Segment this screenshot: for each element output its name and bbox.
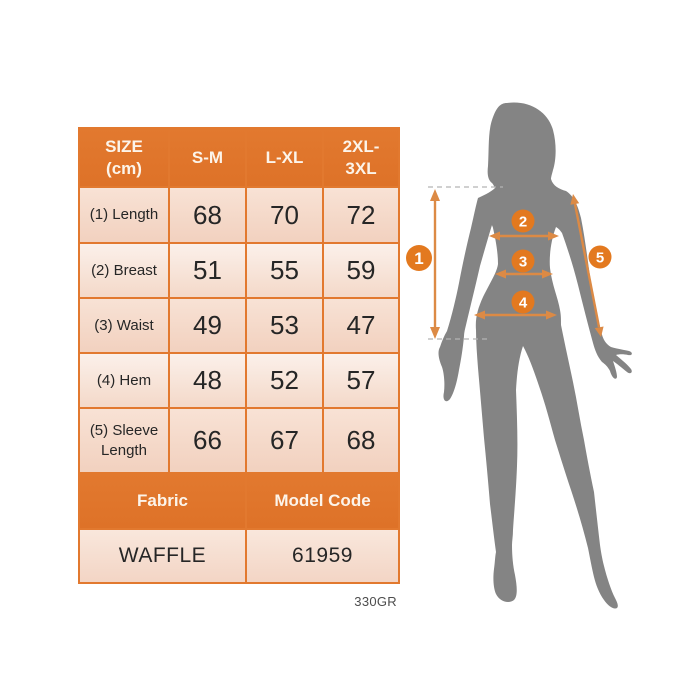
measurement-value: 52 — [247, 354, 322, 407]
size-table-header-sm — [170, 129, 245, 186]
measure-marker-3 — [512, 250, 535, 273]
measurement-value: 66 — [170, 409, 245, 472]
measurement-value: 70 — [247, 188, 322, 242]
header-label: S-M — [191, 147, 224, 167]
size-table-header-lxl — [247, 129, 322, 186]
measurement-value: 49 — [170, 299, 245, 352]
fabric-header: Fabric — [80, 474, 245, 528]
measure-marker-number: 3 — [518, 253, 528, 271]
header-label: L-XL — [265, 147, 304, 167]
measurement-value: 68 — [324, 409, 398, 472]
measurement-value: 68 — [170, 188, 245, 242]
measurement-value: 55 — [247, 244, 322, 297]
size-table-header-2xl3xl — [324, 129, 398, 186]
measurement-value: 47 — [324, 299, 398, 352]
measurement-label-breast: (2) Breast — [80, 244, 168, 297]
measurement-value: 57 — [324, 354, 398, 407]
measure-marker-number: 5 — [595, 249, 605, 267]
measure-marker-number: 4 — [518, 294, 528, 312]
weight-note: 330GR — [354, 594, 397, 609]
measurement-value: 53 — [247, 299, 322, 352]
model-code-value: 61959 — [247, 530, 398, 582]
measure-marker-number: 1 — [414, 249, 424, 268]
measure-marker-1 — [406, 245, 432, 271]
measure-marker-2 — [512, 210, 535, 233]
measurement-value: 51 — [170, 244, 245, 297]
measurement-value: 67 — [247, 409, 322, 472]
female-body-silhouette — [439, 103, 632, 609]
measurement-value: 48 — [170, 354, 245, 407]
measurement-label-hem: (4) Hem — [80, 354, 168, 407]
measurement-label-length: (1) Length — [80, 188, 168, 242]
measurement-value: 72 — [324, 188, 398, 242]
size-table-header-size — [80, 129, 168, 186]
model-code-header: Model Code — [247, 474, 398, 528]
measure-marker-4 — [512, 291, 535, 314]
size-table — [78, 127, 400, 584]
header-label: 2XL-3XL — [342, 137, 380, 178]
measure-marker-5 — [589, 246, 612, 269]
measure-arrow-length — [430, 189, 440, 339]
measurement-label-waist: (3) Waist — [80, 299, 168, 352]
measurement-value: 59 — [324, 244, 398, 297]
fabric-value: WAFFLE — [80, 530, 245, 582]
measurement-label-sleeve-length: (5) Sleeve Length — [80, 409, 168, 472]
measure-marker-number: 2 — [518, 213, 528, 231]
header-label: SIZE (cm) — [105, 137, 143, 178]
body-measurement-diagram — [400, 85, 695, 650]
